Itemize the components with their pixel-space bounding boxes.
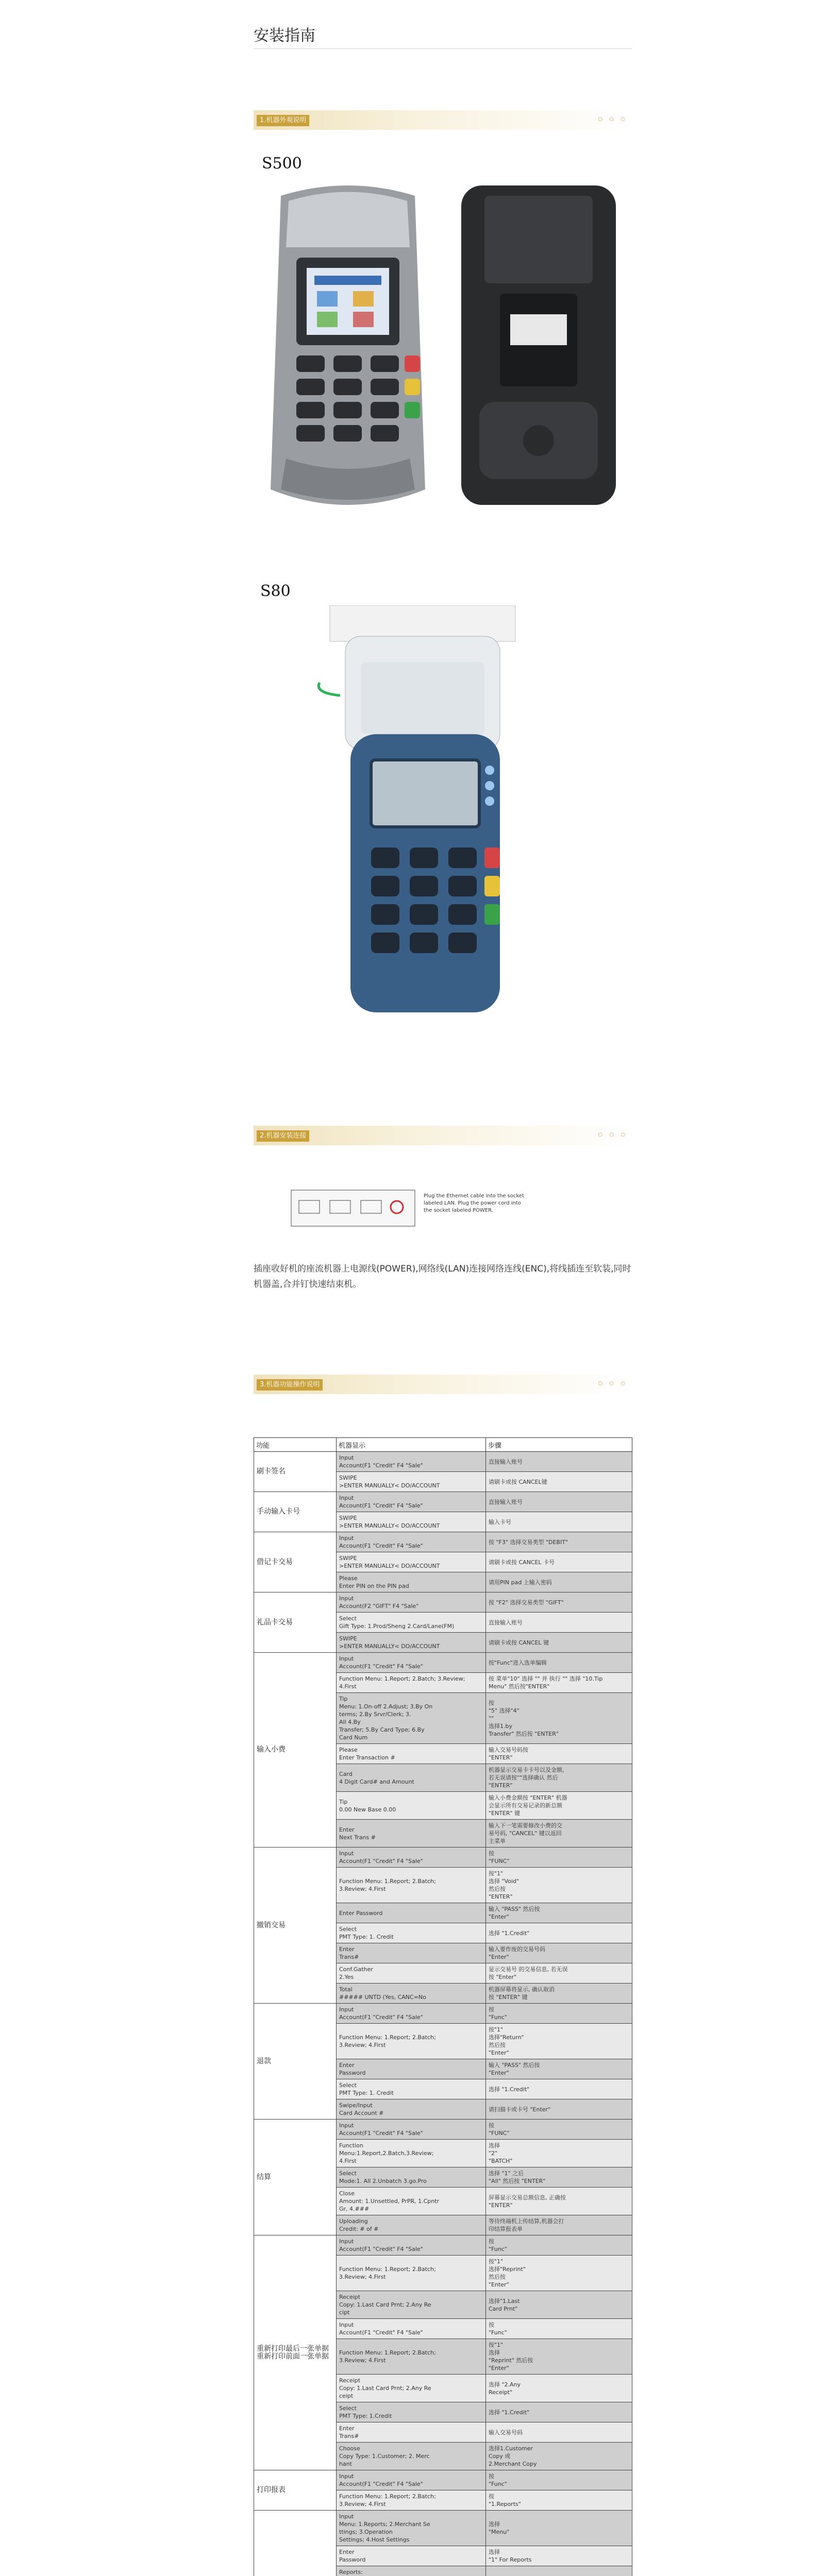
step-cell: 输入交易号码: [486, 2422, 632, 2443]
step-cell: 输入交易号码按 "ENTER": [486, 1744, 632, 1764]
machine-display-cell: Input Account(F2 "GIFT" F4 "Sale": [337, 1592, 486, 1613]
function-name-cell: 撤销交易: [254, 1848, 337, 2004]
machine-display-cell: SWIPE >ENTER MANUALLY< DO/ACCOUNT: [337, 1552, 486, 1572]
diagram-text-line: labeled LAN. Plug the power cord into: [424, 1200, 521, 1206]
machine-display-cell: Input Account(F1 "Credit" F4 "Sale": [337, 1532, 486, 1552]
step-cell: 选择 "2" "BATCH": [486, 2140, 632, 2167]
machine-display-cell: Enter Next Trans #: [337, 1820, 486, 1848]
machine-display-cell: Function Menu: 1.Report; 2.Batch; 3.Review; 4.First: [337, 2339, 486, 2375]
column-header: 机器显示: [337, 1438, 486, 1452]
step-cell: 按 "Func": [486, 2004, 632, 2024]
machine-display-cell: Input Account(F1 "Credit" F4 "Sale": [337, 2470, 486, 2490]
step-cell: 按"1" 选择 "Reprint" 然后按 "Enter": [486, 2339, 632, 2375]
column-header: 步骤: [486, 1438, 632, 1452]
table-header-row: [254, 1438, 632, 1452]
machine-display-cell: Receipt Copy: 1.Last Card Prnt; 2.Any Re cipt: [337, 2291, 486, 2319]
s500-label: S500: [262, 155, 302, 173]
step-cell: 按"Func"进入选单编辑: [486, 1653, 632, 1673]
operation-guide-table: [254, 1437, 632, 2576]
machine-display-cell: Please Enter PIN on the PIN pad: [337, 1572, 486, 1592]
step-cell: 选择 "1.Credit": [486, 1923, 632, 1943]
column-header: 功能: [254, 1438, 337, 1452]
step-cell: 选择 "2.Any Receipt": [486, 2375, 632, 2402]
function-name-cell: 礼品卡交易: [254, 1592, 337, 1653]
table-body: [254, 1452, 632, 2576]
section-dots: ○ ○ ○: [598, 116, 628, 122]
step-cell: 按"1" 选择"Return" 然后按 "Enter": [486, 2024, 632, 2059]
step-cell: 选择 "1.Credit": [486, 2079, 632, 2099]
step-cell: 按 "5" 选择"4" "" 选择1.by Transfer" 然后按 "ENTER": [486, 1693, 632, 1744]
step-cell: 请扫描卡或卡号 "Enter": [486, 2099, 632, 2120]
step-cell: 机器屏幕将显示, 确认取消 按 "ENTER" 键: [486, 1984, 632, 2004]
section-tag: 1.机器外观说明: [257, 115, 309, 126]
table-row: [254, 2470, 632, 2490]
step-cell: 等待终端机上传结算,机器会打 印结算报表单: [486, 2215, 632, 2235]
step-cell: 请刷卡或按 CANCEL键: [486, 1472, 632, 1492]
section-tag: 2.机器安装连接: [257, 1130, 309, 1142]
step-cell: 直接输入账号: [486, 1492, 632, 1512]
table-row: [254, 1532, 632, 1552]
step-cell: 按"1" 选择"Reprint" 然后按 "Enter": [486, 2256, 632, 2291]
step-cell: 按 菜单"10" 选择 "" 并 执行 "" 选择 "10.Tip Menu" 然后按"ENTER": [486, 1673, 632, 1693]
s500-front-image: [260, 180, 435, 515]
section-dots: ○ ○ ○: [598, 1132, 628, 1138]
table-row: [254, 2004, 632, 2024]
diagram-text-line: Plug the Ethernet cable into the socket: [424, 1193, 524, 1199]
machine-display-cell: Input Menu: 1.Reports; 2.Merchant Se ttings; 3.Operation Settings; 4.Host Settings: [337, 2511, 486, 2546]
step-cell: 请刷卡或按 CANCEL 键: [486, 1633, 632, 1653]
machine-display-cell: Enter Trans#: [337, 2422, 486, 2443]
step-cell: 显示交易号 的交易信息, 若无误 按 "Enter": [486, 1963, 632, 1984]
install-connection-diagram: [289, 1182, 577, 1234]
machine-display-cell: Input Account(F1 "Credit" F4 "Sale": [337, 1653, 486, 1673]
function-name-cell: 输入小费: [254, 1653, 337, 1848]
machine-display-cell: Reports:: [337, 2566, 486, 2576]
machine-display-cell: SWIPE >ENTER MANUALLY< DO/ACCOUNT: [337, 1633, 486, 1653]
table-row: [254, 1592, 632, 1613]
table-row: [254, 2511, 632, 2546]
step-cell: 选择 "Menu": [486, 2511, 632, 2546]
step-cell: 按 "FUNC": [486, 2120, 632, 2140]
function-name-cell: 重新打印最后一张单据 重新打印前面一张单据: [254, 2235, 337, 2470]
function-name-cell: [254, 2511, 337, 2576]
s80-device-image: [309, 605, 536, 1028]
function-name-cell: 退款: [254, 2004, 337, 2120]
machine-display-cell: Function Menu: 1.Report; 2.Batch; 3.Review; 4.First: [337, 2256, 486, 2291]
machine-display-cell: Input Account(F1 "Credit" F4 "Sale": [337, 2235, 486, 2256]
table-row: [254, 1452, 632, 1472]
table-row: [254, 1653, 632, 1673]
table-row: [254, 2120, 632, 2140]
step-cell: 机器显示交易卡卡号以及金额, 若无误请按""选择确认 然后 "ENTER": [486, 1764, 632, 1792]
function-name-cell: 借记卡交易: [254, 1532, 337, 1592]
machine-display-cell: Input Account(F1 "Credit" F4 "Sale": [337, 2120, 486, 2140]
section-header-operations: [254, 1375, 632, 1394]
step-cell: 选择 "1.Credit": [486, 2402, 632, 2422]
diagram-text-line: the socket labeled POWER.: [424, 1208, 493, 1213]
machine-display-cell: Swipe/Input Card Account #: [337, 2099, 486, 2120]
section-tag: 3.机器功能操作说明: [257, 1379, 323, 1391]
table-row: [254, 1492, 632, 1512]
step-cell: 输入下一笔需要修改小费的交 易号码, "CANCEL" 键以返回 主菜单: [486, 1820, 632, 1848]
machine-display-cell: Input Account(F1 "Credit" F4 "Sale": [337, 2319, 486, 2339]
machine-display-cell: Function Menu: 1.Report; 2.Batch; 3.Review; 4.First: [337, 1868, 486, 1903]
machine-display-cell: Select PMT Type: 1. Credit: [337, 2079, 486, 2099]
machine-display-cell: Choose Copy Type: 1.Customer; 2. Merc hant: [337, 2443, 486, 2470]
step-cell: 按 "Func": [486, 2235, 632, 2256]
machine-display-cell: Function Menu: 1.Report; 2.Batch; 3.Review; 4.First: [337, 2490, 486, 2511]
title-divider: [254, 48, 632, 49]
function-name-cell: 结算: [254, 2120, 337, 2235]
step-cell: 选择1.Customer Copy 或 2.Merchant Copy: [486, 2443, 632, 2470]
install-note: 插座收好机的座流机器上电源线(POWER),网络线(LAN)连接网络连线(ENC),将线插连至软装,同时机器盖,合并钉快速结束机。: [254, 1264, 631, 1290]
machine-display-cell: Enter Trans#: [337, 1943, 486, 1963]
step-cell: 按 "Func": [486, 2319, 632, 2339]
function-name-cell: 打印报表: [254, 2470, 337, 2511]
section-dots: ○ ○ ○: [598, 1381, 628, 1386]
section-header-appearance: [254, 110, 632, 130]
machine-display-cell: Select PMT Type: 1.Credit: [337, 2402, 486, 2422]
step-cell: 按 "FUNC": [486, 1848, 632, 1868]
machine-display-cell: Tip 0.00 New Base 0.00: [337, 1792, 486, 1820]
step-cell: 屏幕显示交易总额信息, 正确按 "ENTER": [486, 2188, 632, 2215]
machine-display-cell: Tip Menu: 1.On-off 2.Adjust; 3.By On terms; 2.By Srvr/Clerk; 3. All 4.By Transfer; 5.By Card Type; 6.By Card Num: [337, 1693, 486, 1744]
step-cell: 直接输入账号: [486, 1452, 632, 1472]
machine-display-cell: Card 4 Digit Card# and Amount: [337, 1764, 486, 1792]
step-cell: 选择 "1" 之后 "All" 然后按 "ENTER": [486, 2167, 632, 2188]
machine-display-cell: Enter Password: [337, 1903, 486, 1923]
step-cell: 输入卡号: [486, 1512, 632, 1532]
table-row: [254, 1848, 632, 1868]
machine-display-cell: Please Enter Transaction #: [337, 1744, 486, 1764]
machine-display-cell: Conf.Gather 2.Yes: [337, 1963, 486, 1984]
machine-display-cell: Receipt Copy: 1.Last Card Prnt; 2.Any Re ceipt: [337, 2375, 486, 2402]
step-cell: 输入要作废的交易号码 "Enter": [486, 1943, 632, 1963]
step-cell: 输入 "PASS" 然后按 "Enter": [486, 1903, 632, 1923]
machine-display-cell: Input Account(F1 "Credit" F4 "Sale": [337, 1452, 486, 1472]
machine-display-cell: Enter Password: [337, 2546, 486, 2566]
step-cell: 按 "1.Reports": [486, 2490, 632, 2511]
step-cell: [486, 2566, 632, 2576]
s500-back-image: [454, 180, 624, 515]
step-cell: 选择 "1" For Reports: [486, 2546, 632, 2566]
machine-display-cell: Function Menu:1.Report,2.Batch,3.Review; 4.First: [337, 2140, 486, 2167]
machine-display-cell: Enter Password: [337, 2059, 486, 2079]
machine-display-cell: SWIPE >ENTER MANUALLY< DO/ACCOUNT: [337, 1472, 486, 1492]
step-cell: 按 "F2" 选择交易类型 "GIFT": [486, 1592, 632, 1613]
step-cell: 输入 "PASS" 然后按 "Enter": [486, 2059, 632, 2079]
table-row: [254, 2235, 632, 2256]
machine-display-cell: Function Menu: 1.Report; 2.Batch; 3.Review; 4.First: [337, 1673, 486, 1693]
machine-display-cell: Input Account(F1 "Credit" F4 "Sale": [337, 2004, 486, 2024]
step-cell: 直接输入账号: [486, 1613, 632, 1633]
machine-display-cell: Total ##### UNTD (Yes, CANC=No: [337, 1984, 486, 2004]
function-name-cell: 手动输入卡号: [254, 1492, 337, 1532]
machine-display-cell: Select Gift Type: 1.Prod/Sheng 2.Card/Lane(FM): [337, 1613, 486, 1633]
step-cell: 按 "F3" 选择交易类型 "DEBIT": [486, 1532, 632, 1552]
step-cell: 请用PIN pad 上输入密码: [486, 1572, 632, 1592]
machine-display-cell: Uploading Credit: # of #: [337, 2215, 486, 2235]
machine-display-cell: Function Menu: 1.Report; 2.Batch; 3.Review; 4.First: [337, 2024, 486, 2059]
step-cell: 输入小费金额按 "ENTER" 机器 会显示所有交易记录的新总额 "ENTER" 键: [486, 1792, 632, 1820]
section-header-installation: [254, 1126, 632, 1145]
machine-display-cell: Input Account(F1 "Credit" F4 "Sale": [337, 1492, 486, 1512]
page-title: 安装指南: [254, 27, 315, 45]
machine-display-cell: Close Amount: 1.Unsettled, PrPR, 1.Cpntr Gr, 4.###: [337, 2188, 486, 2215]
machine-display-cell: Select PMT Type: 1. Credit: [337, 1923, 486, 1943]
machine-display-cell: Select Mode:1. All 2.Unbatch 3.go.Pro: [337, 2167, 486, 2188]
s80-label: S80: [260, 582, 291, 600]
machine-display-cell: Input Account(F1 "Credit" F4 "Sale": [337, 1848, 486, 1868]
step-cell: 选择"1.Last Card Prnt": [486, 2291, 632, 2319]
function-name-cell: 刷卡签名: [254, 1452, 337, 1492]
step-cell: 请刷卡或按 CANCEL 卡号: [486, 1552, 632, 1572]
step-cell: 按"1" 选择 "Void" 然后按 "ENTER": [486, 1868, 632, 1903]
machine-display-cell: SWIPE >ENTER MANUALLY< DO/ACCOUNT: [337, 1512, 486, 1532]
step-cell: 按 "Func": [486, 2470, 632, 2490]
